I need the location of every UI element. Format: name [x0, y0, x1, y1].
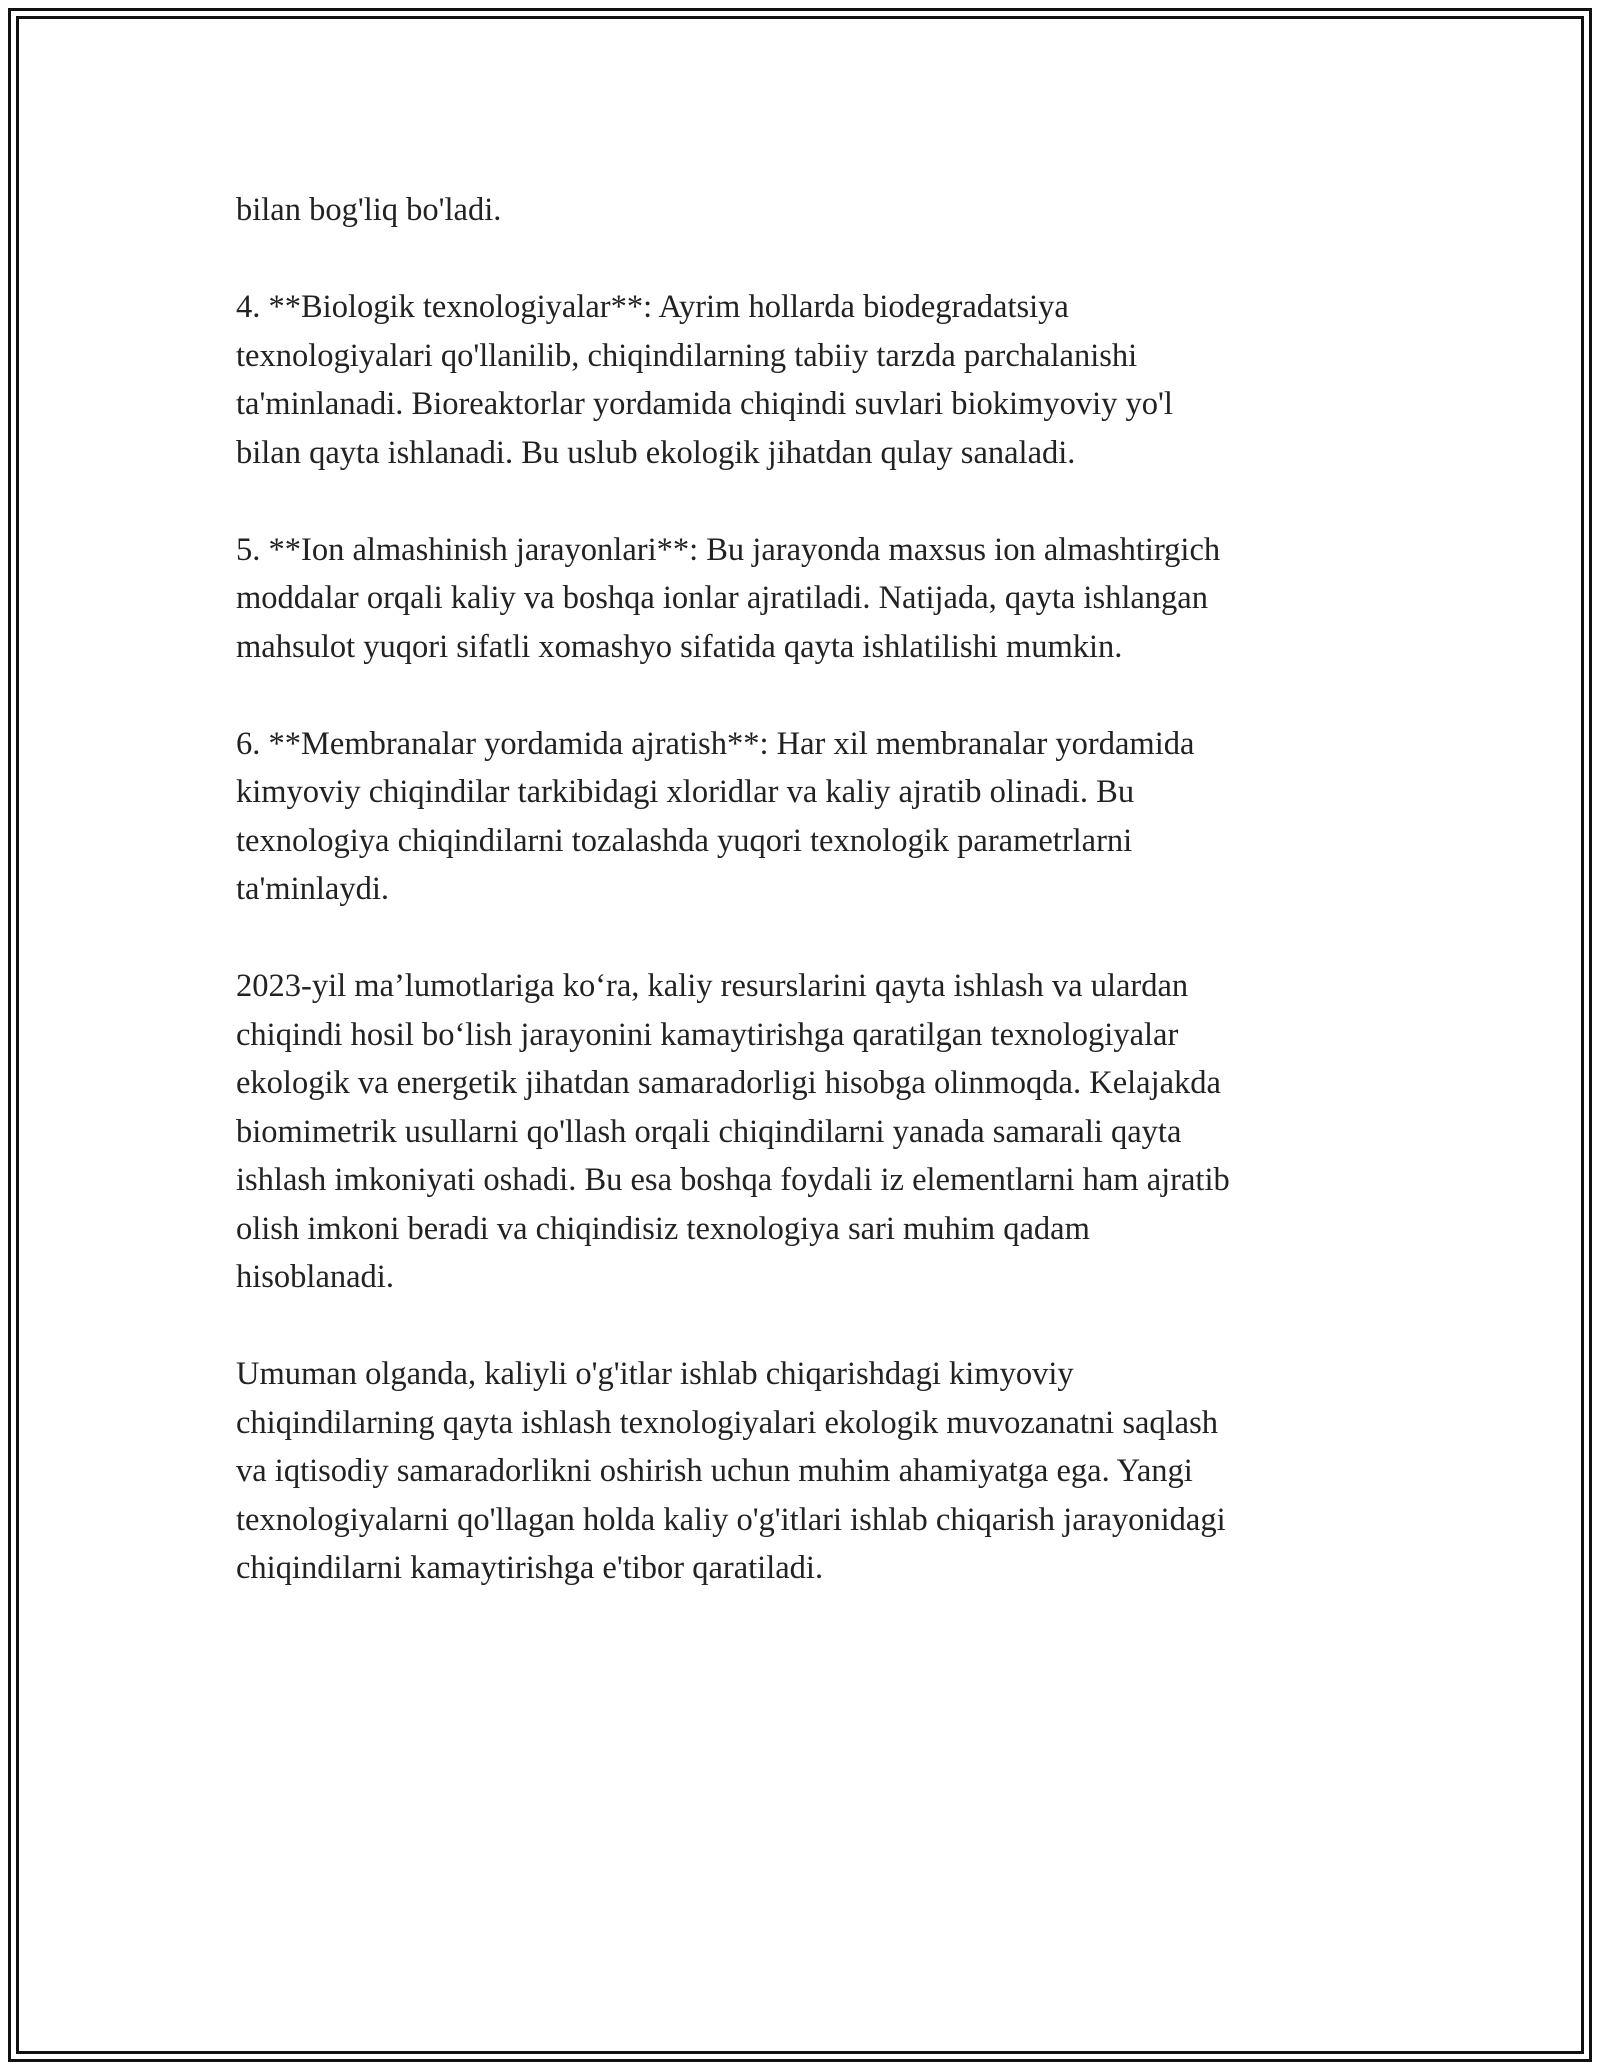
paragraph-continuation: bilan bog'liq bo'ladi. [236, 192, 502, 228]
document-body [236, 186, 1386, 1641]
paragraph-membrane-separation: 6. **Membranalar yordamida ajratish**: Har xil membranalar yordamida kimyoviy chiqindilar tarkibidagi xloridlar va kaliy ajratib olinadi. Bu texnologiya chiqindilarni tozalashda yuqori texnologik parametrlarni ta'minlaydi. [236, 725, 1195, 907]
paragraph-biological-technologies: 4. **Biologik texnologiyalar**: Ayrim hollarda biodegradatsiya texnologiyalari qo'llanilib, chiqindilarning tabiiy tarzda parchalanishi ta'minlanadi. Bioreaktorlar yordamida chiqindi suvlari biokimyoviy yo'l bilan qayta ishlanadi. Bu uslub ekologik jihatdan qulay sanaladi. [236, 289, 1173, 471]
paragraph-2023-data: 2023-yil ma’lumotlariga ko‘ra, kaliy resurslarini qayta ishlash va ulardan chiqindi hosil bo‘lish jarayonini kamaytirishga qaratilgan texnologiyalar ekologik va energetik jihatdan samaradorligi hisobga olinmoqda. Kelajakda biomimetrik usullarni qo'llash orqali chiqindilarni yanada samarali qayta ishlash imkoniyati oshadi. Bu esa boshqa foydali iz elementlarni ham ajratib olish imkoni beradi va chiqindisiz texnologiya sari muhim qadam hisoblanadi. [236, 968, 1230, 1295]
paragraph-ion-exchange: 5. **Ion almashinish jarayonlari**: Bu jarayonda maxsus ion almashtirgich moddalar orqali kaliy va boshqa ionlar ajratiladi. Natijada, qayta ishlangan mahsulot yuqori sifatli xomashyo sifatida qayta ishlatilishi mumkin. [236, 531, 1221, 665]
paragraph-conclusion: Umuman olganda, kaliyli o'g'itlar ishlab chiqarishdagi kimyoviy chiqindilarning qayta ishlash texnologiyalari ekologik muvozanatni saqlash va iqtisodiy samaradorlikni oshirish uchun muhim ahamiyatga ega. Yangi texnologiyalarni qo'llagan holda kaliy o'g'itlari ishlab chiqarish jarayonidagi chiqindilarni kamaytirishga e'tibor qaratiladi. [236, 1356, 1226, 1586]
